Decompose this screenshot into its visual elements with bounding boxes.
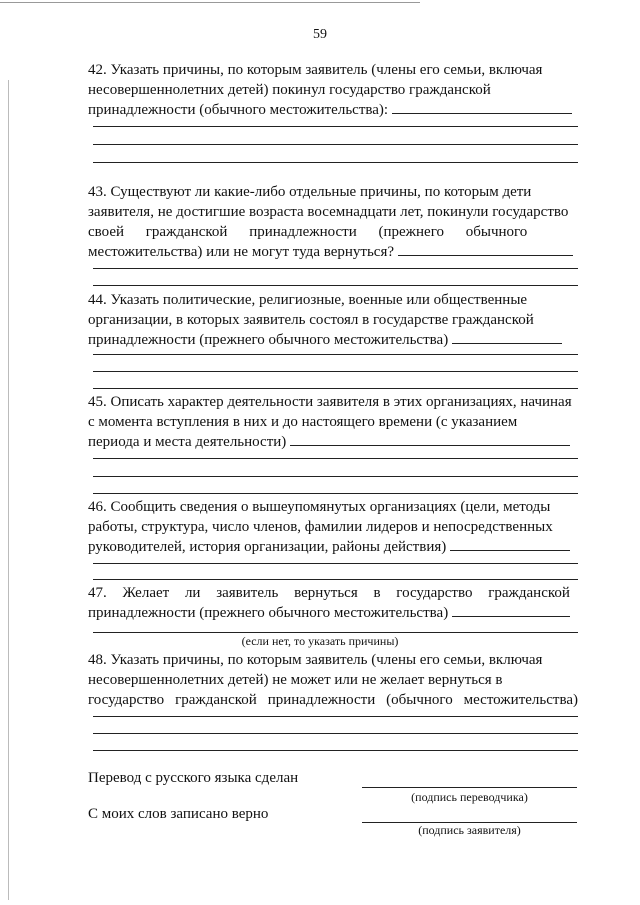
question-47 xyxy=(88,583,578,623)
answer-line-43-inline[interactable] xyxy=(398,242,573,256)
answer-line-44-1[interactable] xyxy=(93,354,578,355)
question-48-line-3: государство гражданской принадлежности (обычного местожительства) xyxy=(88,692,578,708)
question-48 xyxy=(88,650,578,710)
question-45 xyxy=(88,392,578,452)
verification-statement: С моих слов записано верно xyxy=(88,806,269,822)
answer-line-42-3[interactable] xyxy=(93,162,578,163)
question-47-line-2: принадлежности (прежнего обычного местожительства) xyxy=(88,605,449,621)
scan-edge-left xyxy=(8,80,9,900)
question-42-line-3: принадлежности (обычного местожительства): xyxy=(88,102,389,118)
answer-line-45-inline[interactable] xyxy=(290,432,570,446)
answer-line-46-1[interactable] xyxy=(93,563,578,564)
question-46-line-2: работы, структура, число членов, фамилии лидеров и непосредственных xyxy=(88,519,553,535)
answer-line-45-2[interactable] xyxy=(93,476,578,477)
translator-signature-line[interactable] xyxy=(362,787,577,788)
question-42-line-1: 42. Указать причины, по которым заявитель (члены его семьи, включая xyxy=(88,62,543,78)
question-46 xyxy=(88,497,578,557)
question-47-caption: (если нет, то указать причины) xyxy=(241,634,399,648)
answer-line-47-inline[interactable] xyxy=(452,603,570,617)
translation-statement: Перевод с русского языка сделан xyxy=(88,770,299,786)
answer-line-48-3[interactable] xyxy=(93,750,578,751)
answer-line-44-inline[interactable] xyxy=(452,330,562,344)
answer-line-45-3[interactable] xyxy=(93,493,578,494)
question-43 xyxy=(88,182,578,262)
question-48-line-1: 48. Указать причины, по которым заявитель (члены его семьи, включая xyxy=(88,652,543,668)
question-46-line-1: 46. Сообщить сведения о вышеупомянутых организациях (цели, методы xyxy=(88,499,551,515)
question-43-line-4: местожительства) или не могут туда вернуться? xyxy=(88,244,395,260)
answer-line-43-2[interactable] xyxy=(93,285,578,286)
answer-line-46-2[interactable] xyxy=(93,579,578,580)
question-44-line-3: принадлежности (прежнего обычного местожительства) xyxy=(88,332,449,348)
answer-line-42-1[interactable] xyxy=(93,126,578,127)
page-number: 59 xyxy=(313,27,327,42)
question-42 xyxy=(88,60,578,120)
question-47-line-1: 47. Желает ли заявитель вернуться в государство гражданской xyxy=(88,585,570,601)
answer-line-44-3[interactable] xyxy=(93,388,578,389)
question-43-line-2: заявителя, не достигшие возраста восемнадцати лет, покинули государство xyxy=(88,204,569,220)
answer-line-42-inline[interactable] xyxy=(392,100,572,114)
applicant-signature-caption: (подпись заявителя) xyxy=(418,823,521,837)
answer-line-43-1[interactable] xyxy=(93,268,578,269)
answer-line-42-2[interactable] xyxy=(93,144,578,145)
question-46-line-3: руководителей, история организации, районы действия) xyxy=(88,539,447,555)
question-45-line-2: с момента вступления в них и до настоящего времени (с указанием xyxy=(88,414,518,430)
question-43-line-1: 43. Существуют ли какие-либо отдельные причины, по которым дети xyxy=(88,184,532,200)
question-44-line-1: 44. Указать политические, религиозные, военные или общественные xyxy=(88,292,528,308)
answer-line-48-2[interactable] xyxy=(93,733,578,734)
answer-line-48-1[interactable] xyxy=(93,716,578,717)
answer-line-44-2[interactable] xyxy=(93,371,578,372)
answer-line-46-inline[interactable] xyxy=(450,537,570,551)
question-45-line-1: 45. Описать характер деятельности заявителя в этих организациях, начиная xyxy=(88,394,572,410)
question-45-line-3: периода и места деятельности) xyxy=(88,434,287,450)
question-43-line-3: своей гражданской принадлежности (прежнего обычного xyxy=(88,224,528,240)
answer-line-47-1[interactable] xyxy=(93,632,578,633)
question-44 xyxy=(88,290,578,350)
scan-edge-top xyxy=(0,2,420,3)
translator-signature-caption: (подпись переводчика) xyxy=(411,790,528,804)
answer-line-45-1[interactable] xyxy=(93,458,578,459)
question-48-line-2: несовершеннолетних детей) не может или не желает вернуться в xyxy=(88,672,503,688)
question-42-line-2: несовершеннолетних детей) покинул государство гражданской xyxy=(88,82,491,98)
question-44-line-2: организации, в которых заявитель состоял в государстве гражданской xyxy=(88,312,534,328)
